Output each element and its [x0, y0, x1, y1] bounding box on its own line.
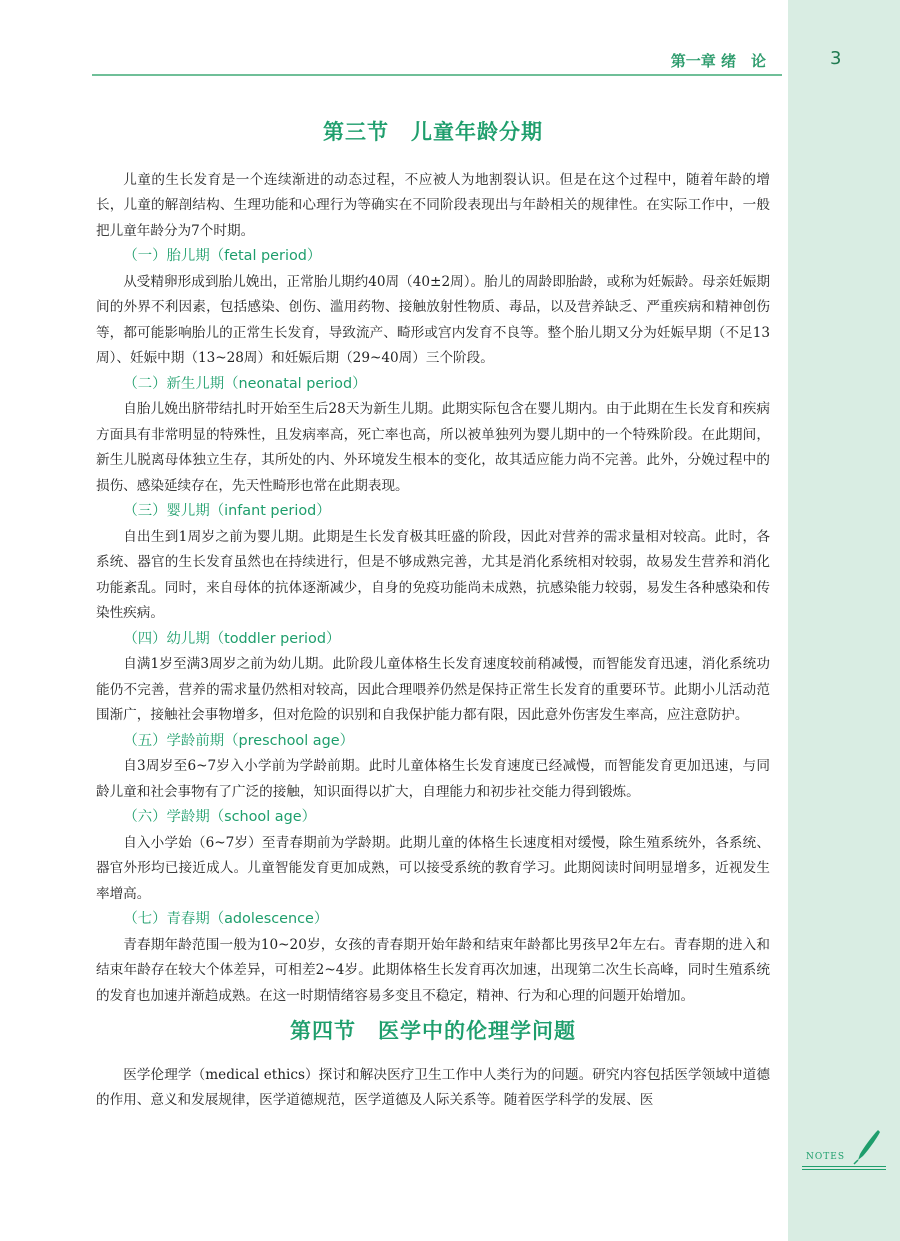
notes-marker — [802, 1128, 886, 1178]
section-title: 第四节 医学中的伦理学问题 — [290, 1019, 576, 1043]
section-intro: 儿童的生长发育是一个连续渐进的动态过程，不应被人为地割裂认识。但是在这个过程中，随着年龄的增长，儿童的解剖结构、生理功能和心理行为等确实在不同阶段表现出与年龄相关的规律性。在实际工作中，一般把儿童年龄分为7个时期。 — [96, 171, 770, 239]
page-number: 3 — [830, 48, 842, 69]
period-text-neonatal: 自胎儿娩出脐带结扎时开始至生后28天为新生儿期。此期实际包含在婴儿期内。由于此期在生长发育和疾病方面具有非常明显的特殊性，且发病率高，死亡率也高，所以被单独列为婴儿期中的一个特殊阶段。在此期间，新生儿脱离母体独立生存，其所处的内、外环境发生根本的变化，故其适应能力尚不完善。此外，分娩过程中的损伤、感染延续存在，先天性畸形也常在此期表现。 — [96, 401, 770, 494]
section-intro: 医学伦理学（medical ethics）探讨和解决医疗卫生工作中人类行为的问题。研究内容包括医学领域中道德的作用、意义和发展规律，医学道德规范，医学道德及人际关系等。随着医学科学的发展、医 — [96, 1066, 770, 1108]
pen-icon — [848, 1128, 882, 1166]
period-heading-neonatal: （二）新生儿期（neonatal period） — [123, 375, 367, 392]
notes-rule — [802, 1166, 886, 1167]
chapter-title: 第一章 绪 论 — [670, 52, 766, 70]
period-heading-toddler: （四）幼儿期（toddler period） — [123, 630, 341, 647]
period-text-toddler: 自满1岁至满3周岁之前为幼儿期。此阶段儿童体格生长发育速度较前稍减慢，而智能发育迅速，消化系统功能仍不完善，营养的需求量仍然相对较高，因此合理喂养仍然是保持正常生长发育的重要环节。此期小儿活动范围渐广，接触社会事物增多，但对危险的识别和自我保护能力都有限，因此意外伤害发生率高，应注意防护。 — [96, 656, 770, 723]
period-text-infant: 自出生到1周岁之前为婴儿期。此期是生长发育极其旺盛的阶段，因此对营养的需求量相对较高。此时，各系统、器官的生长发育虽然也在持续进行，但是不够成熟完善，尤其是消化系统相对较弱，故易发生营养和消化功能紊乱。同时，来自母体的抗体逐渐减少，自身的免疫功能尚未成熟，抗感染能力较弱，易发生各种感染和传染性疾病。 — [96, 528, 770, 621]
page-body — [96, 120, 770, 1114]
period-heading-school: （六）学龄期（school age） — [123, 809, 317, 825]
period-heading-fetal: （一）胎儿期（fetal period） — [123, 248, 322, 264]
section-title: 第三节 儿童年龄分期 — [323, 120, 543, 144]
running-header — [92, 48, 782, 76]
period-heading-adolescence: （七）青春期（adolescence） — [123, 911, 329, 927]
notes-label: NOTES — [806, 1152, 845, 1162]
period-text-adolescence: 青春期年龄范围一般为10~20岁，女孩的青春期开始年龄和结束年龄都比男孩早2年左右。青春期的进入和结束年龄存在较大个体差异，可相差2~4岁。此期体格生长发育再次加速，出现第二次生长高峰，同时生殖系统的发育也加速并渐趋成熟。在这一时期情绪容易多变且不稳定，精神、行为和心理的问题开始增加。 — [96, 936, 770, 1004]
period-heading-infant: （三）婴儿期（infant period） — [123, 503, 331, 519]
period-heading-preschool: （五）学龄前期（preschool age） — [123, 732, 354, 749]
period-text-fetal: 从受精卵形成到胎儿娩出，正常胎儿期约40周（40±2周）。胎儿的周龄即胎龄，或称为妊娠龄。母亲妊娠期间的外界不利因素，包括感染、创伤、滥用药物、接触放射性物质、毒品，以及营养缺乏、严重疾病和精神创伤等，都可能影响胎儿的正常生长发育，导致流产、畸形或宫内发育不良等。整个胎儿期又分为妊娠早期（不足13周）、妊娠中期（13~28周）和妊娠后期（29~40周）三个阶段。 — [96, 273, 770, 366]
period-text-preschool: 自3周岁至6~7岁入小学前为学龄前期。此时儿童体格生长发育速度已经减慢，而智能发育更加迅速，与同龄儿童和社会事物有了广泛的接触，知识面得以扩大，自理能力和初步社交能力得到锻炼。 — [96, 758, 770, 800]
period-text-school: 自入小学始（6~7岁）至青春期前为学龄期。此期儿童的体格生长速度相对缓慢，除生殖系统外，各系统、器官外形均已接近成人。儿童智能发育更加成熟，可以接受系统的教育学习。此期阅读时间明显增多，近视发生率增高。 — [96, 834, 770, 902]
notes-rule — [802, 1169, 886, 1170]
margin-sidebar — [788, 0, 900, 1241]
